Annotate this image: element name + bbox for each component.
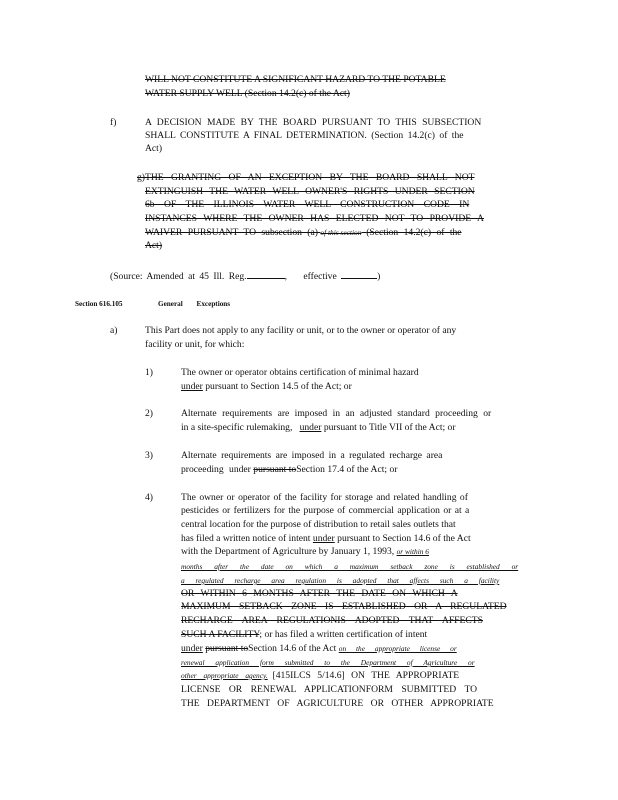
- item-1-label: 1): [145, 367, 153, 378]
- item-g-line-6: Act): [145, 240, 163, 251]
- item-2-under: under: [299, 422, 322, 433]
- item-4-under-1: under: [312, 533, 335, 544]
- item-4-line-4a: has filed a written notice of intent: [181, 533, 311, 544]
- section-number: Section 616.105: [75, 300, 123, 308]
- top-line-1-text: WILL NOT CONSTITUTE A SIGNIFICANT HAZARD TO THE POTABLE: [145, 74, 446, 85]
- item-3-line-2: [181, 464, 397, 476]
- item-4-line-1: The owner or operator of the facility for storage and related handling of: [181, 492, 468, 503]
- item-4-line-6: months after the date on which a maximum setback zone is established or: [181, 562, 519, 571]
- item-a-label: a): [110, 325, 118, 336]
- item-g-line-3: 6b OF THE ILLINOIS WATER WELL CONSTRUCTION CODE IN: [145, 199, 470, 210]
- source-line: [110, 269, 380, 283]
- item-4-line-14: [181, 670, 459, 682]
- item-4-line-5: [181, 546, 429, 558]
- item-g-line-1: THE GRANTING OF AN EXCEPTION BY THE BOARD SHALL NOT: [145, 172, 475, 183]
- item-3-label: 3): [145, 450, 153, 461]
- item-f-line-2: SHALL CONSTITUTE A FINAL DETERMINATION. (Section 14.2(c) of the: [145, 130, 464, 141]
- item-2-line-2: [181, 422, 456, 434]
- item-4-line-11-rest: ; or has filed a written certification of intent: [259, 629, 428, 640]
- item-4-line-3: central location for the purpose of distribution to retail sales outlets that: [181, 519, 456, 530]
- item-g-line-5: [145, 227, 462, 239]
- top-line-2: WATER SUPPLY WELL (Section 14.2(c) of the Act): [145, 88, 350, 99]
- item-2-line-1: Alternate requirements are imposed in an adjusted standard proceeding or: [181, 408, 492, 419]
- item-3-line-1: Alternate requirements are imposed in a regulated recharge area: [181, 450, 443, 461]
- item-4-line-11-strike: SUCH A FACILITY: [181, 629, 260, 640]
- item-2-label: 2): [145, 408, 153, 419]
- item-4-line-12b: Section 14.6 of the Act: [248, 643, 337, 654]
- item-4-line-12-strike: pursuant to: [205, 643, 249, 654]
- item-g-line-5a: WAIVER PURSUANT TO subsection (a): [145, 227, 318, 238]
- item-4-line-12-ital: on the appropriate license or: [338, 644, 457, 653]
- item-4-line-12: [181, 643, 457, 655]
- item-f-line-3: Act): [145, 143, 163, 154]
- item-1-line-2: [181, 381, 352, 393]
- item-4-line-7: a regulated recharge area regulation is adopted that affects such a facility: [181, 576, 500, 585]
- item-2-line-2a: in a site-specific rulemaking,: [181, 422, 293, 433]
- item-4-line-5a: with the Department of Agriculture by January 1, 1993,: [181, 546, 395, 557]
- item-4-line-4b: pursuant to Section 14.6 of the Act: [337, 533, 471, 544]
- item-a-line-1: This Part does not apply to any facility or unit, or to the owner or operator of any: [145, 325, 457, 336]
- item-f-line-1: A DECISION MADE BY THE BOARD PURSUANT TO THIS SUBSECTION: [145, 117, 482, 128]
- item-4-label: 4): [145, 492, 153, 503]
- source-reg-blank: [247, 269, 285, 279]
- item-4-line-5-ital: or within 6: [396, 547, 430, 556]
- source-mid: , effective: [284, 271, 337, 282]
- item-4-line-14-ital: other appropriate agency.: [181, 671, 268, 680]
- item-3-line-2a: proceeding under: [181, 464, 251, 475]
- item-4-line-14b: [415ILCS 5/14.6] ON THE APPROPRIATE: [272, 670, 460, 681]
- item-g-line-5b: of this section: [320, 228, 362, 237]
- item-g-line-5c: (Section 14.2(c) of the: [366, 227, 462, 238]
- top-line-1: [145, 74, 530, 86]
- item-4-under-2: under: [181, 643, 203, 654]
- item-4-line-8: OR WITHIN 6 MONTHS AFTER THE DATE ON WHICH A: [181, 588, 458, 599]
- item-4-line-4: [181, 533, 471, 545]
- item-4-line-2: pesticides or fertilizers for the purpose of commercial application or at a: [181, 505, 470, 516]
- item-4-line-15: LICENSE OR RENEWAL APPLICATIONFORM SUBMITTED TO: [181, 684, 478, 695]
- source-end: ): [377, 271, 381, 282]
- item-g-label: g): [137, 172, 145, 183]
- item-f-label: f): [110, 117, 117, 128]
- item-3-strike: pursuant to: [253, 464, 297, 475]
- item-g-line-4: INSTANCES WHERE THE OWNER HAS ELECTED NOT TO PROVIDE A: [145, 213, 484, 224]
- source-lead: (Source: Amended at 45 Ill. Reg.: [110, 271, 247, 282]
- section-title: General Exceptions: [158, 300, 231, 308]
- item-a-line-2: facility or unit, for which:: [145, 339, 245, 350]
- item-1-under: under: [181, 381, 203, 392]
- item-g-line-2: EXTINGUISH THE WATER WELL OWNER'S RIGHTS UNDER SECTION: [145, 186, 475, 197]
- item-2-line-2b: pursuant to Title VII of the Act; or: [323, 422, 456, 433]
- item-1-line-1: The owner or operator obtains certification of minimal hazard: [181, 367, 419, 378]
- source-effective-blank: [341, 269, 377, 279]
- item-4-line-10: RECHARGE AREA REGULATIONIS ADOPTED THAT AFFECTS: [181, 615, 483, 626]
- item-4-line-13: renewal application form submitted to the Department of Agriculture or: [181, 658, 475, 667]
- item-4-line-9: MAXIMUM SETBACK ZONE IS ESTABLISHED OR A REGULATED: [181, 601, 507, 612]
- item-4-line-11: [181, 629, 427, 641]
- item-1-line-2-rest: pursuant to Section 14.5 of the Act; or: [205, 381, 352, 392]
- item-3-line-2b: Section 17.4 of the Act; or: [296, 464, 398, 475]
- item-4-line-16: THE DEPARTMENT OF AGRICULTURE OR OTHER APPROPRIATE: [181, 698, 494, 709]
